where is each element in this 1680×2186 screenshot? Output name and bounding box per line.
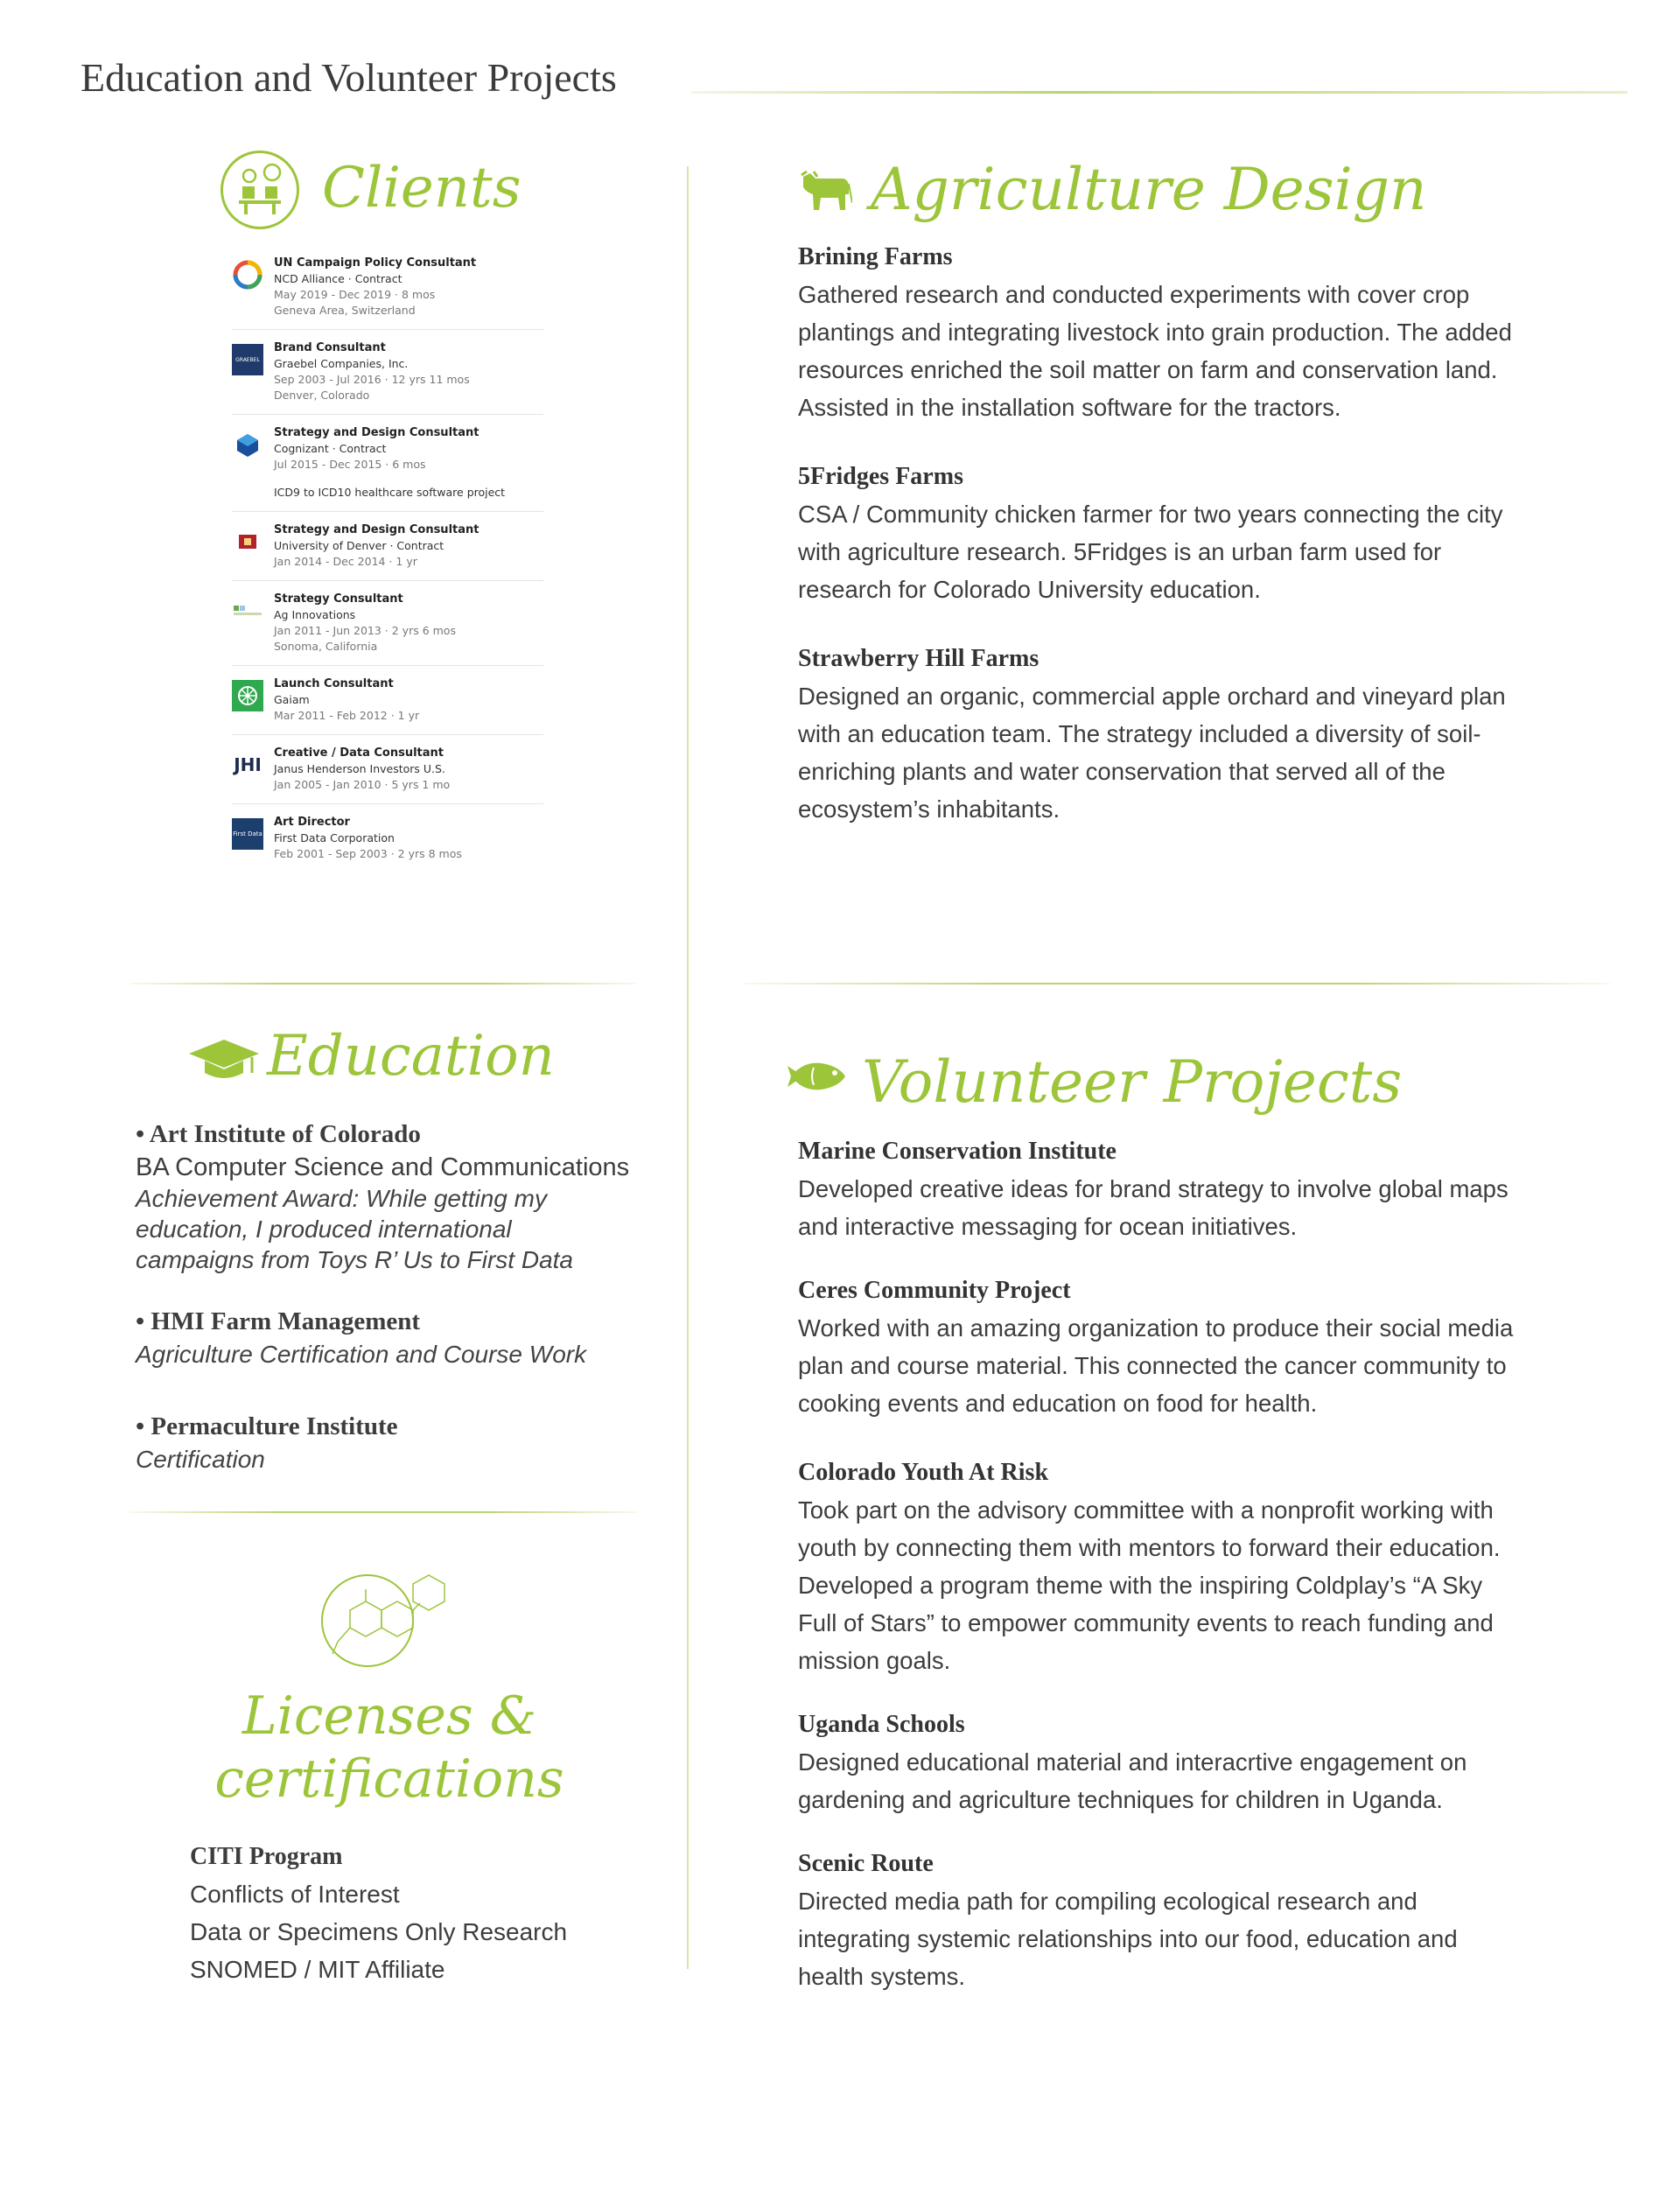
entry-title: Scenic Route [798, 1850, 934, 1877]
entry-title: 5Fridges Farms [798, 463, 963, 490]
licenses-list [190, 1838, 715, 1988]
list-item [798, 1454, 1524, 1679]
clients-heading: Clients [322, 156, 522, 221]
clients-list [232, 245, 543, 872]
entry-title: Strawberry Hill Farms [798, 645, 1040, 672]
client-location: Sonoma, California [274, 640, 378, 653]
entry-body: Gathered research and conducted experiments with cover crop plantings and integrating livestock into grain production. The added resources enriched the soil matter on farm and conservation land. Assisted in the installation software for the tractors. [798, 281, 1512, 421]
list-item [798, 1706, 1524, 1818]
meeting-icon [220, 151, 299, 229]
edu-title: • Art Institute of Colorado [136, 1120, 421, 1148]
molecule-icon [315, 1558, 464, 1676]
entry-body: CSA / Community chicken farmer for two years connecting the city with agriculture research. 5Fridges is an urban farm used for research for Colorado University education. [798, 501, 1503, 603]
cognizant-logo [232, 429, 263, 460]
client-role: Strategy and Design Consultant [274, 426, 480, 439]
entry-title: Brining Farms [798, 243, 953, 270]
client-dates: Sep 2003 - Jul 2016 · 12 yrs 11 mos [274, 373, 470, 386]
title-divider [691, 91, 1628, 94]
entry-body: Designed an organic, commercial apple orchard and vineyard plan with an education team. The strategy included a diversity of soil-enriching plants and water conservation that served all of the ecosystem’s inhabitants. [798, 683, 1506, 823]
client-org: NCD Alliance · Contract [274, 272, 402, 285]
cow-icon [798, 168, 852, 218]
list-item [232, 245, 543, 330]
volunteer-heading: Volunteer Projects [862, 1048, 1403, 1116]
jhi-logo: JHI [234, 754, 262, 775]
entry-body: Directed media path for compiling ecological research and integrating systemic relationships into our food, education and health systems. [798, 1888, 1458, 1990]
education-entry [136, 1304, 661, 1370]
client-role: Strategy Consultant [274, 592, 403, 606]
edu-title: • Permaculture Institute [136, 1412, 398, 1440]
list-item [232, 512, 543, 581]
client-dates: Jan 2005 - Jan 2010 · 5 yrs 1 mo [274, 778, 451, 791]
edu-note: Certification [136, 1446, 265, 1473]
list-item [798, 1132, 1524, 1245]
client-dates: May 2019 - Dec 2019 · 8 mos [274, 288, 436, 301]
client-org: Cognizant · Contract [274, 442, 387, 455]
entry-body: Took part on the advisory committee with a nonprofit working with youth by connecting them with mentors to forward their education. Developed a program theme with the inspiring Coldplay’s “A Sky Full of Stars” to empower community events to reach funding and mission goals. [798, 1496, 1501, 1674]
entry-body: Designed educational material and interacrtive engagement on gardening and agriculture techniques for children in Uganda. [798, 1748, 1467, 1813]
section-divider [130, 1511, 637, 1513]
client-note: ICD9 to ICD10 healthcare software project [274, 486, 506, 499]
list-item [798, 238, 1524, 426]
list-item [232, 330, 543, 415]
list-item [798, 1845, 1524, 1995]
gaiam-logo [232, 680, 263, 711]
ncd-logo [232, 259, 263, 291]
first-data-logo: First Data [232, 818, 263, 850]
client-location: Geneva Area, Switzerland [274, 304, 416, 317]
client-org: Graebel Companies, Inc. [274, 357, 409, 370]
client-dates: Jan 2011 - Jun 2013 · 2 yrs 6 mos [274, 624, 456, 637]
client-dates: Jan 2014 - Dec 2014 · 1 yr [274, 555, 417, 568]
fish-icon [788, 1057, 850, 1100]
license-item: Data or Specimens Only Research [190, 1918, 568, 1945]
client-org: Gaiam [274, 693, 310, 706]
client-role: Creative / Data Consultant [274, 746, 444, 760]
client-role: Art Director [274, 816, 350, 829]
volunteer-entries [798, 1132, 1524, 2027]
list-item [798, 640, 1524, 828]
page-title: Education and Volunteer Projects [80, 55, 617, 100]
section-divider [130, 983, 637, 984]
graduation-cap-icon [187, 1038, 261, 1088]
client-location: Denver, Colorado [274, 389, 370, 402]
client-org: Ag Innovations [274, 608, 356, 621]
list-item [232, 666, 543, 735]
list-item [232, 415, 543, 512]
edu-note: Achievement Award: While getting my education, I produced international campaigns from Toys R’ Us to First Data [136, 1185, 574, 1273]
list-item [798, 1272, 1524, 1422]
client-dates: Feb 2001 - Sep 2003 · 2 yrs 8 mos [274, 847, 462, 860]
license-program: CITI Program [190, 1843, 343, 1870]
education-entry [136, 1409, 661, 1475]
list-item [232, 804, 543, 872]
client-org: First Data Corporation [274, 831, 395, 844]
entry-title: Ceres Community Project [798, 1277, 1071, 1304]
education-entry [136, 1117, 661, 1275]
entry-title: Marine Conservation Institute [798, 1138, 1116, 1165]
list-item [798, 458, 1524, 608]
edu-note: Agriculture Certification and Course Work [136, 1341, 587, 1368]
education-heading: Education [267, 1024, 555, 1089]
entry-body: Developed creative ideas for brand strategy to involve global maps and interactive messaging for ocean initiatives. [798, 1175, 1508, 1240]
entry-title: Uganda Schools [798, 1711, 965, 1738]
column-divider [687, 166, 689, 1969]
client-dates: Mar 2011 - Feb 2012 · 1 yr [274, 709, 420, 722]
client-role: Strategy and Design Consultant [274, 523, 480, 536]
client-role: Brand Consultant [274, 341, 386, 354]
entry-body: Worked with an amazing organization to produce their social media plan and course material. This connected the cancer community to cooking events and education on food for health. [798, 1314, 1514, 1417]
client-role: UN Campaign Policy Consultant [274, 256, 477, 270]
edu-title: • HMI Farm Management [136, 1307, 421, 1335]
license-item: SNOMED / MIT Affiliate [190, 1956, 445, 1983]
client-dates: Jul 2015 - Dec 2015 · 6 mos [274, 458, 426, 471]
client-org: University of Denver · Contract [274, 539, 444, 552]
list-item [232, 581, 543, 666]
agriculture-entries [798, 238, 1524, 859]
edu-degree: BA Computer Science and Communications [136, 1153, 630, 1181]
client-org: Janus Henderson Investors U.S. [274, 762, 445, 775]
du-logo [232, 526, 263, 557]
ag-innovations-logo [232, 595, 263, 627]
graebel-logo: GRAEBEL [232, 344, 263, 375]
licenses-heading: Licenses & certifications [214, 1685, 564, 1810]
license-item: Conflicts of Interest [190, 1881, 400, 1908]
entry-title: Colorado Youth At Risk [798, 1459, 1049, 1486]
section-divider [744, 983, 1610, 984]
list-item [232, 735, 543, 804]
client-role: Launch Consultant [274, 677, 394, 690]
agriculture-heading: Agriculture Design [871, 156, 1427, 223]
